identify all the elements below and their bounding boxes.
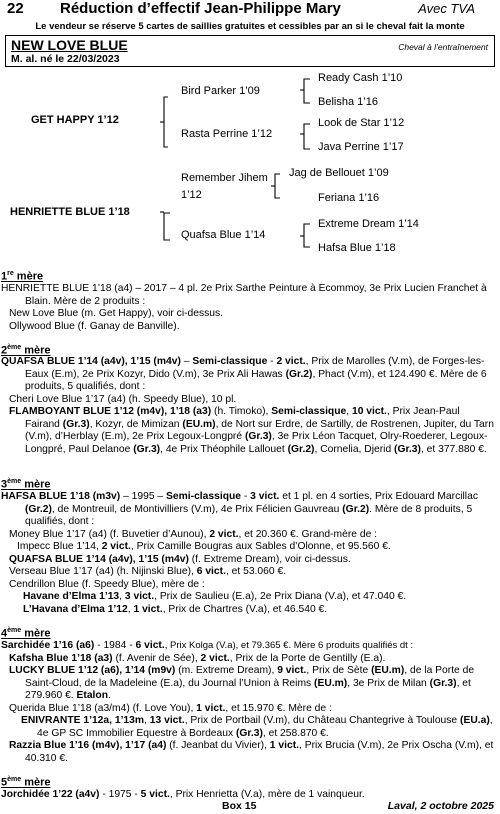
horse-birth: M. al. né le 22/03/2023: [11, 53, 120, 65]
horse-name: NEW LOVE BLUE: [11, 37, 128, 53]
pedigree-ddd: Hafsa Blue 1’18: [318, 242, 396, 254]
produce-line: New Love Blue (m. Get Happy), voir ci-dessus.: [9, 308, 224, 319]
second-dam-text: QUAFSA BLUE 1’14 (a4v), 1’15 (m4v) – Semi-classique - 2 vict., Prix de Marolles (V.m), de Forges-les-Eaux (E.m), 2e Prix Kozyr, Dido (V.m), 3e Prix Ali Hawas (Gr.2), Phact (V.m), et 124.490 €. Mère de 6 produits, 5 qualifiés, dont :: [1, 356, 487, 392]
pedigree-sds: Look de Star 1’12: [318, 117, 405, 129]
produce-line: LUCKY BLUE 1’12 (a6), 1’14 (m9v) (m. Extreme Dream), 9 vict., Prix de Sète (EU.m), de la Porte de Saint-Cloud, de la Madeleine (E.a), du Journal l’Union à Reims (EU.m), 3e Prix de Milan (Gr.3), et 279.960 €. Etalon.: [9, 665, 475, 701]
produce-line: Impecc Blue 1’14, 2 vict., Prix Camille Bougras aux Sables d’Olonne, et 95.560 €.: [17, 541, 391, 552]
third-dam-block: [1, 491, 497, 616]
pedigree-ss: Bird Parker 1’09: [181, 85, 260, 97]
produce-line: Razzia Blue 1’16 (m4v), 1’17 (a4) (f. Jeanbat du Vivier), 1 vict., Prix Brucia (V.m), 2e Prix Oscha (V.m), et 40.310 €.: [9, 740, 494, 764]
tva-label: Avec TVA: [418, 1, 475, 16]
pedigree-sd: Rasta Perrine 1’12: [181, 128, 273, 140]
pedigree-dsd: Feriana 1’16: [318, 192, 380, 204]
fifth-dam-text: Jorchidée 1’22 (a4v) - 1975 - 5 vict., Prix Henrietta (V.a), mère de 1 vainqueur.: [1, 789, 365, 800]
first-dam-text: HENRIETTE BLUE 1’18 (a4) – 2017 – 4 pl. 2e Prix Sarthe Peinture à Ecommoy, 3e Prix Lucien Franchet à Blain. Mère de 2 produits :: [1, 283, 487, 307]
fourth-dam-block: [1, 640, 497, 765]
produce-line: L’Havana d’Elma 1’12, 1 vict., Prix de Chartres (V.a), et 46.540 €.: [23, 603, 328, 615]
pedigree-sire: GET HAPPY 1’12: [31, 114, 119, 126]
horse-status: Cheval à l’entraînement: [398, 42, 488, 52]
lot-number: 22: [7, 0, 24, 17]
pedigree-ssd: Belisha 1’16: [318, 96, 378, 108]
section-heading-2: 2ème mère: [1, 344, 51, 357]
pedigree-dam: HENRIETTE BLUE 1’18: [10, 206, 130, 218]
section-heading-1: 1re mère: [1, 270, 44, 283]
produce-line: Kafsha Blue 1’18 (a3) (f. Avenir de Sée), 2 vict., Prix de la Porte de Gentilly (E.a).: [9, 652, 386, 664]
pedigree-sdd: Java Perrine 1’17: [318, 141, 404, 153]
section-heading-5: 5ème mère: [1, 776, 51, 789]
pedigree-ds-name: Remember Jihem: [181, 172, 268, 184]
fourth-dam-text: Sarchidée 1’16 (a6) - 1984 - 6 vict., Prix Kolga (V.a), et 79.365 €. Mère 6 produits qualifiés dt :: [1, 640, 414, 651]
produce-line: ENIVRANTE 1’12a, 1’13m, 13 vict., Prix de Portbail (V.m), du Château Chantegrive à Toulouse (EU.a), 4e GP SC Immobilier Equestre à Bordeaux (Gr.3), et 258.870 €.: [21, 715, 493, 739]
second-dam-block: [1, 356, 497, 456]
produce-line: Verseau Blue 1’17 (a4) (h. Nijinski Blue), 6 vict., et 53.060 €.: [9, 566, 287, 577]
produce-line: FLAMBOYANT BLUE 1’12 (m4v), 1’18 (a3) (h. Timoko), Semi-classique, 10 vict., Prix Jean-Paul Fairand (Gr.3), Kozyr, de Mimizan (EU.m), de Nort sur Erdre, de Sartilly, de Rostrenen, Jupiter, du Tarn (V.m), d’Herblay (E.m), 2e Prix Legoux-Longpré (Gr.3), 3e Prix Léon Tacquet, Olry-Roederer, Legoux-Longpré, Paul Delanoe (Gr.3), 4e Prix Théophile Lallouet (Gr.2), Cornelia, Djerid (Gr.3), et 377.880 €.: [9, 406, 494, 455]
page-footer: [0, 800, 500, 814]
third-dam-text: HAFSA BLUE 1’18 (m3v) – 1995 – Semi-classique - 3 vict. et 1 pl. en 4 sorties, Prix Edouard Marcillac (Gr.2), de Montreuil, de Montivilliers (V.m), 4e Prix Félicien Gauvreau (Gr.2). Mère de 8 produits, 5 qualifiés, dont :: [1, 491, 478, 527]
pedigree-sss: Ready Cash 1’10: [318, 72, 403, 84]
box-number: Box 15: [222, 800, 257, 812]
produce-line: Ollywood Blue (f. Ganay de Banville).: [9, 320, 180, 332]
pedigree-dd: Quafsa Blue 1’14: [181, 229, 266, 241]
seller-note: Le vendeur se réserve 5 cartes de saillies gratuites et cessibles par an si le cheval fait la monte: [35, 21, 465, 32]
produce-line: Querida Blue 1’18 (a3/m4) (f. Love You), 1 vict., et 15.970 €. Mère de :: [9, 702, 332, 714]
first-dam-block: [1, 283, 497, 333]
pedigree-dds: Extreme Dream 1’14: [318, 218, 419, 230]
produce-line: Money Blue 1’17 (a4) (f. Buvetier d’Aunou), 2 vict., et 20.360 €. Grand-mère de :: [9, 528, 378, 540]
pedigree-dss: Jag de Bellouet 1’09: [289, 167, 389, 179]
pedigree-ds: [181, 172, 268, 202]
produce-line: Havane d’Elma 1’13, 3 vict., Prix de Saulieu (E.a), 2e Prix Diana (V.a), et 47.040 €.: [23, 591, 407, 602]
section-heading-4: 4ème mère: [1, 627, 51, 640]
produce-line: QUAFSA BLUE 1’14 (a4v), 1’15 (m4v) (f. Extreme Dream), voir ci-dessus.: [9, 553, 351, 565]
sale-date: Laval, 2 octobre 2025: [387, 800, 494, 812]
produce-line: Cendrillon Blue (f. Speedy Blue), mère de :: [9, 578, 205, 590]
section-heading-3: 3ème mère: [1, 478, 51, 491]
pedigree-ds-record: 1’12: [181, 189, 202, 201]
produce-line: Cheri Love Blue 1’17 (a4) (h. Speedy Blue), 10 pl.: [9, 393, 237, 405]
page-title: Réduction d’effectif Jean-Philippe Mary: [60, 0, 341, 17]
